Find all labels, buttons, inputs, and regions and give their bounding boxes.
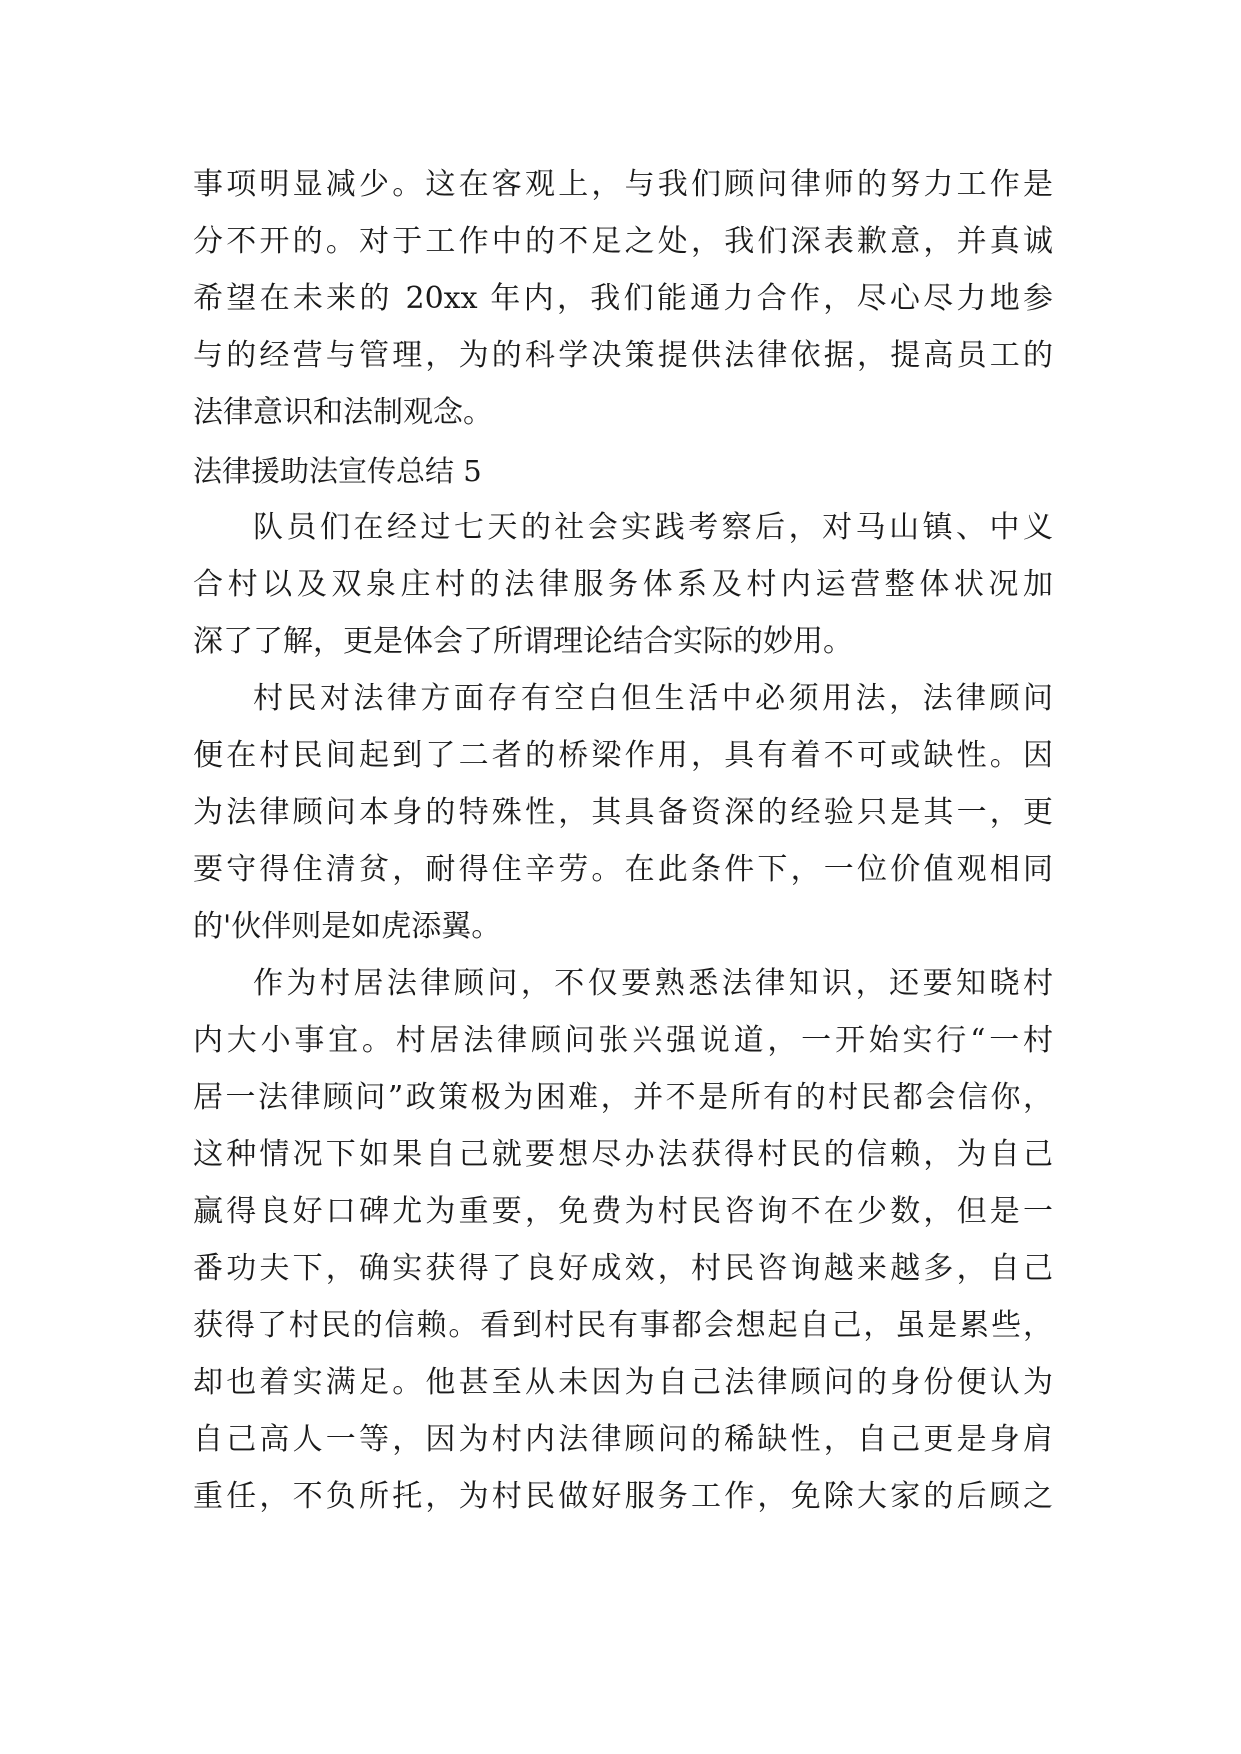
text-line: 合村以及双泉庄村的法律服务体系及村内运营整体状况加 <box>193 567 1053 602</box>
text-line: 作为村居法律顾问，不仅要熟悉法律知识，还要知晓村 <box>253 966 1053 1001</box>
text-line: 便在村民间起到了二者的桥梁作用，具有着不可或缺性。因 <box>193 738 1053 773</box>
section-title: 法律援助法宣传总结 5 <box>193 454 482 488</box>
text-line: 获得了村民的信赖。看到村民有事都会想起自己，虽是累些， <box>193 1308 1053 1343</box>
text-line: 队员们在经过七天的社会实践考察后，对马山镇、中义 <box>253 510 1053 545</box>
text-line: 却也着实满足。他甚至从未因为自己法律顾问的身份便认为 <box>193 1365 1053 1400</box>
text-line: 要守得住清贫，耐得住辛劳。在此条件下，一位价值观相同 <box>193 852 1053 887</box>
text-line: 希望在未来的 20xx 年内，我们能通力合作，尽心尽力地参 <box>193 281 1053 316</box>
text-line: 法律意识和法制观念。 <box>193 395 493 430</box>
text-line: 重任，不负所托，为村民做好服务工作，免除大家的后顾之 <box>193 1479 1053 1514</box>
text-line: 与的经营与管理，为的科学决策提供法律依据，提高员工的 <box>193 338 1053 373</box>
text-line: 村民对法律方面存有空白但生活中必须用法，法律顾问 <box>253 681 1053 716</box>
text-line: 深了了解，更是体会了所谓理论结合实际的妙用。 <box>193 624 853 659</box>
text-line: 自己高人一等，因为村内法律顾问的稀缺性，自己更是身肩 <box>193 1422 1053 1457</box>
text-line: 分不开的。对于工作中的不足之处，我们深表歉意，并真诚 <box>193 224 1053 259</box>
text-line: 事项明显减少。这在客观上，与我们顾问律师的努力工作是 <box>193 167 1053 202</box>
text-line: 内大小事宜。村居法律顾问张兴强说道，一开始实行“一村 <box>193 1023 1053 1058</box>
text-line: 居一法律顾问”政策极为困难，并不是所有的村民都会信你， <box>193 1080 1053 1115</box>
text-line: 为法律顾问本身的特殊性，其具备资深的经验只是其一，更 <box>193 795 1053 830</box>
text-line: 这种情况下如果自己就要想尽办法获得村民的信赖，为自己 <box>193 1137 1053 1172</box>
text-line: 的'伙伴则是如虎添翼。 <box>193 909 502 944</box>
text-line: 赢得良好口碑尤为重要，免费为村民咨询不在少数，但是一 <box>193 1194 1053 1229</box>
text-line: 番功夫下，确实获得了良好成效，村民咨询越来越多，自己 <box>193 1251 1053 1286</box>
